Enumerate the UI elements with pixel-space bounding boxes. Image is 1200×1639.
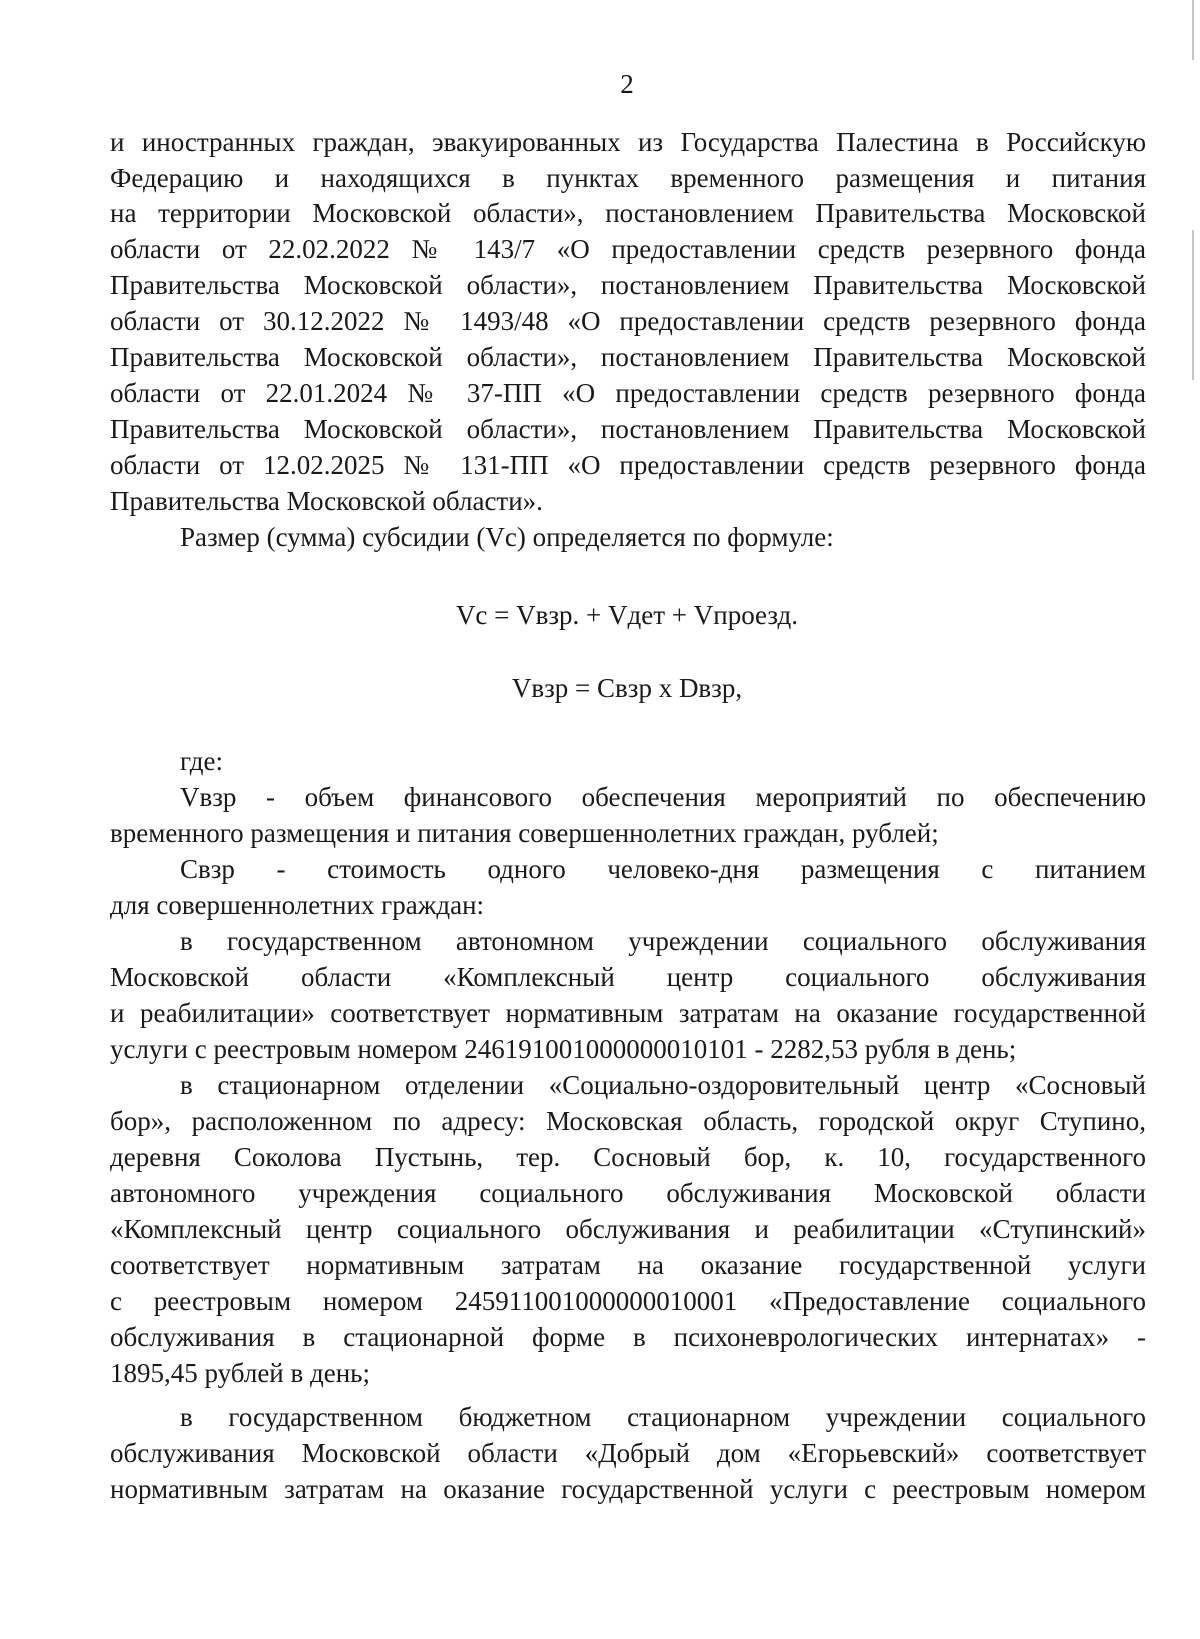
item-line: деревня Соколова Пустынь, тер. Сосновый бор, к. 10, государственного — [110, 1142, 1146, 1172]
definition-line: для совершеннолетних граждан: — [110, 890, 485, 920]
item-line: обслуживания Московской области «Добрый дом «Егорьевский» соответствует — [110, 1438, 1146, 1468]
formula-total: Vс = Vвзр. + Vдет + Vпроезд. — [455, 600, 799, 630]
paragraph-line: Правительства Московской области». — [110, 486, 543, 516]
scan-edge-mark — [1192, 0, 1194, 60]
item-line: в государственном бюджетном стационарном учреждении социального — [180, 1402, 1146, 1432]
formula-adult: Vвзр = Свзр x Dвзр, — [511, 673, 743, 703]
item-line: соответствует нормативным затратам на оказание государственной услуги — [110, 1250, 1146, 1280]
definition-line: временного размещения и питания совершеннолетних граждан, рублей; — [110, 818, 939, 848]
subsidy-intro: Размер (сумма) субсидии (Vс) определяется по формуле: — [180, 522, 834, 552]
paragraph-line: Федерацию и находящихся в пунктах временного размещения и питания — [110, 163, 1146, 193]
page-number: 2 — [620, 69, 634, 99]
paragraph-line: области от 12.02.2025 № 131-ПП «О предоставлении средств резервного фонда — [110, 450, 1146, 480]
paragraph-line: области от 22.02.2022 № 143/7 «О предоставлении средств резервного фонда — [110, 234, 1146, 264]
item-line: в государственном автономном учреждении социального обслуживания — [180, 926, 1146, 956]
item-line: Московской области «Комплексный центр социального обслуживания — [110, 962, 1146, 992]
paragraph-line: на территории Московской области», постановлением Правительства Московской — [110, 198, 1146, 228]
item-line: обслуживания в стационарной форме в психоневрологических интернатах» - — [110, 1322, 1146, 1352]
item-line: с реестровым номером 245911001000000010001 «Предоставление социального — [110, 1286, 1146, 1316]
item-line: нормативным затратам на оказание государственной услуги с реестровым номером — [110, 1474, 1146, 1504]
item-line: автономного учреждения социального обслуживания Московской области — [110, 1178, 1146, 1208]
definition-line: Vвзр - объем финансового обеспечения мероприятий по обеспечению — [180, 782, 1146, 812]
definition-line: Свзр - стоимость одного человеко-дня размещения с питанием — [180, 854, 1146, 884]
item-line: в стационарном отделении «Социально-оздоровительный центр «Сосновый — [180, 1070, 1146, 1100]
item-line: 1895,45 рублей в день; — [110, 1358, 370, 1388]
paragraph-line: Правительства Московской области», постановлением Правительства Московской — [110, 414, 1146, 444]
item-line: бор», расположенном по адресу: Московская область, городской округ Ступино, — [110, 1106, 1146, 1136]
paragraph-line: области от 22.01.2024 № 37-ПП «О предоставлении средств резервного фонда — [110, 378, 1146, 408]
where-label: где: — [180, 746, 223, 776]
item-line: услуги с реестровым номером 246191001000000010101 - 2282,53 рубля в день; — [110, 1034, 1017, 1064]
paragraph-line: и иностранных граждан, эвакуированных из Государства Палестина в Российскую — [110, 127, 1146, 157]
paragraph-line: Правительства Московской области», постановлением Правительства Московской — [110, 342, 1146, 372]
paragraph-line: Правительства Московской области», постановлением Правительства Московской — [110, 270, 1146, 300]
paragraph-line: области от 30.12.2022 № 1493/48 «О предоставлении средств резервного фонда — [110, 306, 1146, 336]
item-line: «Комплексный центр социального обслуживания и реабилитации «Ступинский» — [110, 1214, 1146, 1244]
scan-edge-mark — [1192, 230, 1194, 380]
item-line: и реабилитации» соответствует нормативным затратам на оказание государственной — [110, 998, 1146, 1028]
